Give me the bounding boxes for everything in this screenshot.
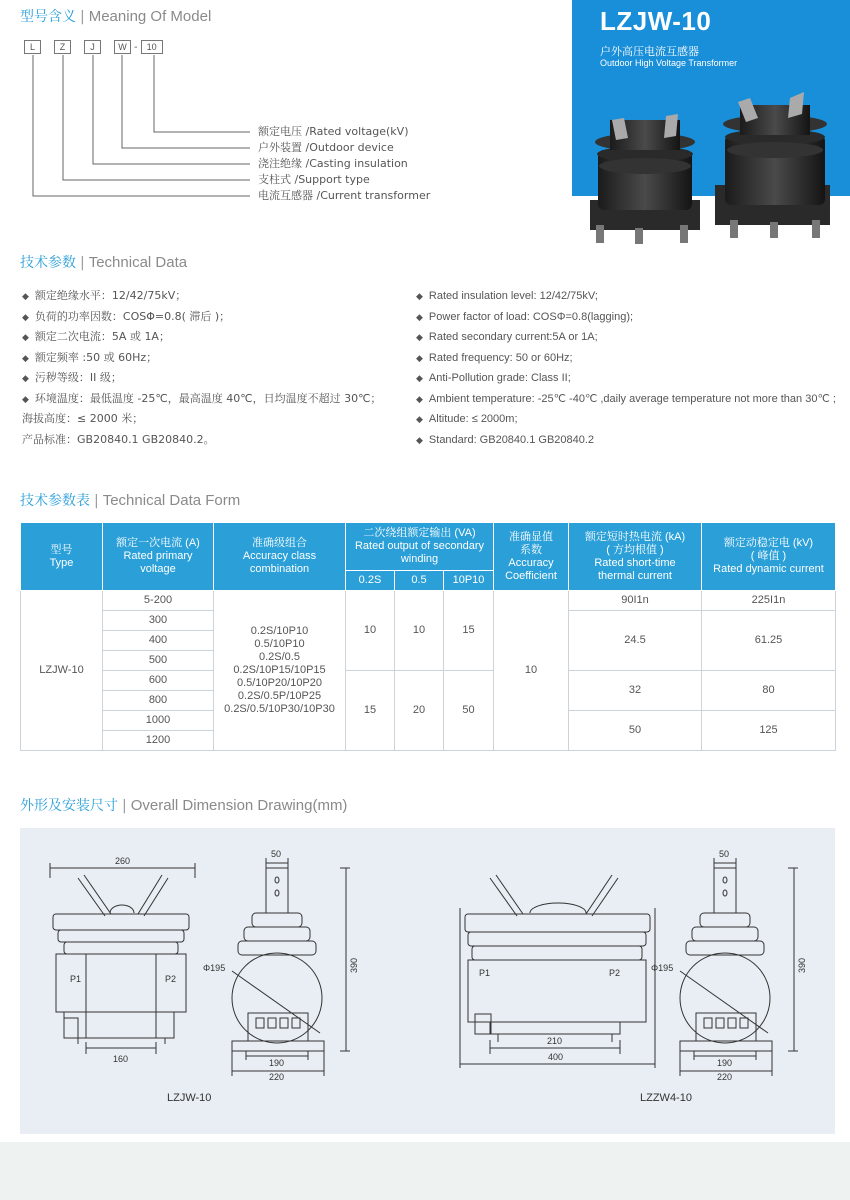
title-sep: | bbox=[94, 493, 99, 509]
th-dynamic-cn2: ( 峰值 ) bbox=[750, 550, 787, 562]
th-primary bbox=[103, 523, 214, 591]
th-acc-cn: 准确级组合 bbox=[252, 537, 307, 549]
dim-390-left: 390 bbox=[349, 957, 359, 973]
cell-type: LZJW-10 bbox=[21, 591, 103, 751]
header-subtitle-cn: 户外高压电流互感器 bbox=[600, 45, 699, 58]
model-box-j: J bbox=[84, 40, 101, 54]
label-p1-left: P1 bbox=[70, 974, 82, 984]
th-output-en2: winding bbox=[400, 553, 439, 565]
th-output-cn: 二次绕组额定输出 (VA) bbox=[363, 527, 476, 539]
title-sep: | bbox=[80, 9, 85, 25]
dim-220-right: 220 bbox=[717, 1072, 733, 1082]
caption-lzzw4-10: LZZW4-10 bbox=[640, 1092, 692, 1104]
td-cn-item: ◆ 额定二次电流：5A 或 1A； bbox=[22, 327, 381, 348]
th-output bbox=[346, 523, 494, 571]
technical-data-cn-list bbox=[22, 286, 381, 450]
acc-line: 0.2S/0.5/10P30/10P30 bbox=[224, 703, 335, 715]
th-sub-10p10: 10P10 bbox=[444, 571, 494, 591]
td-en-item: ◆ Standard: GB20840.1 GB20840.2 bbox=[416, 430, 836, 451]
technical-data-form-title bbox=[20, 490, 240, 510]
cell-current: 300 bbox=[103, 611, 214, 631]
cell-output-10p10-b: 50 bbox=[444, 671, 494, 751]
label-p2-right: P2 bbox=[609, 968, 621, 978]
th-thermal-cn: 额定短时热电流 (kA) bbox=[584, 530, 686, 543]
th-coefficient bbox=[494, 523, 569, 591]
dim-260: 260 bbox=[115, 856, 131, 866]
td-cn-item: ◆ 额定频率 :50 或 60Hz； bbox=[22, 348, 381, 369]
caption-lzjw-10: LZJW-10 bbox=[167, 1092, 212, 1104]
dim-190-right: 190 bbox=[717, 1058, 733, 1068]
cell-current: 800 bbox=[103, 691, 214, 711]
th-thermal-en2: thermal current bbox=[598, 569, 672, 582]
th-output-en1: Rated output of secondary bbox=[354, 540, 485, 552]
td-en-item: ◆ Rated insulation level: 12/42/75kV; bbox=[416, 286, 836, 307]
label-rated-voltage: 额定电压 /Rated voltage(kV) bbox=[258, 125, 409, 138]
label-outdoor-device: 户外装置 /Outdoor device bbox=[258, 141, 394, 154]
th-coef-cn2: 系数 bbox=[520, 543, 542, 556]
acc-line: 0.5/10P10 bbox=[254, 638, 305, 650]
page-footer-band bbox=[0, 1142, 850, 1200]
th-dynamic bbox=[702, 523, 836, 591]
title-en: Meaning Of Model bbox=[88, 8, 212, 25]
dim-210: 210 bbox=[547, 1036, 563, 1046]
td-cn-item: 海拔高度：≤ 2000 米； bbox=[22, 412, 144, 425]
th-dynamic-en: Rated dynamic current bbox=[713, 563, 824, 575]
model-box-10: 10 bbox=[141, 40, 163, 54]
transformer-right-image bbox=[715, 92, 830, 238]
model-box-l: L bbox=[24, 40, 41, 54]
dim-390-right: 390 bbox=[797, 957, 807, 973]
td-cn-item: ◆ 额定绝缘水平：12/42/75kV； bbox=[22, 286, 381, 307]
th-type-en: Type bbox=[49, 556, 74, 569]
th-primary-en2: voltage bbox=[140, 563, 176, 575]
cell-output-02s-b: 15 bbox=[346, 671, 395, 751]
td-cn-item: ◆ 污秽等级：II 级； bbox=[22, 368, 381, 389]
technical-data-table bbox=[20, 522, 836, 751]
td-en-item: ◆ Rated frequency: 50 or 60Hz; bbox=[416, 348, 836, 369]
title-cn: 型号含义 bbox=[20, 9, 76, 25]
title-en: Technical Data bbox=[88, 254, 188, 271]
cell-current: 600 bbox=[103, 671, 214, 691]
model-connector-lines bbox=[0, 0, 260, 210]
td-en-item: ◆ Rated secondary current:5A or 1A; bbox=[416, 327, 836, 348]
th-coef-cn1: 准确显值 bbox=[509, 530, 553, 543]
lzjw-front-view bbox=[50, 863, 195, 1054]
dim-50-left: 50 bbox=[271, 849, 282, 859]
cell-output-02s-a: 10 bbox=[346, 591, 395, 671]
th-acc-en2: combination bbox=[249, 563, 310, 575]
acc-line: 0.5/10P20/10P20 bbox=[236, 677, 323, 689]
label-current-transformer: 电流互感器 /Current transformer bbox=[258, 189, 431, 202]
cell-output-10p10-a: 15 bbox=[444, 591, 494, 671]
th-coef-en1: Accuracy bbox=[508, 556, 554, 569]
cell-thermal: 90I1n bbox=[569, 591, 702, 611]
td-en-item: ◆ Altitude: ≤ 2000m; bbox=[416, 409, 836, 430]
th-acc-en1: Accuracy class bbox=[242, 550, 317, 562]
dim-50-right: 50 bbox=[719, 849, 730, 859]
cell-current: 5-200 bbox=[103, 591, 214, 611]
product-photo-illustration bbox=[580, 80, 845, 250]
label-p2-left: P2 bbox=[165, 974, 177, 984]
th-accuracy bbox=[214, 523, 346, 591]
cell-coefficient: 10 bbox=[494, 591, 569, 751]
dim-190-left: 190 bbox=[269, 1058, 285, 1068]
th-primary-en1: Rated primary bbox=[123, 550, 193, 562]
title-cn: 技术参数表 bbox=[20, 493, 90, 509]
td-cn-item: ◆ 负荷的功率因数：COSΦ=0.8( 滞后 )； bbox=[22, 307, 381, 328]
title-cn: 技术参数 bbox=[20, 255, 76, 271]
cell-dynamic: 225I1n bbox=[702, 591, 836, 611]
model-meaning-labels bbox=[258, 124, 430, 204]
title-en: Technical Data Form bbox=[102, 492, 241, 509]
td-cn-item: 产品标准：GB20840.1 GB20840.2。 bbox=[22, 432, 215, 446]
title-sep: | bbox=[80, 255, 85, 271]
th-dynamic-cn: 额定动稳定电 (kV) bbox=[723, 537, 814, 549]
cell-thermal: 50 bbox=[569, 711, 702, 751]
cell-accuracy bbox=[214, 591, 346, 751]
model-dash: - bbox=[134, 41, 138, 53]
label-p1-right: P1 bbox=[479, 968, 491, 978]
cell-dynamic: 80 bbox=[702, 671, 836, 711]
dim-phi195-left: Φ195 bbox=[203, 963, 226, 973]
transformer-left-image bbox=[590, 114, 700, 244]
th-type-cn: 型号 bbox=[50, 543, 73, 556]
cell-thermal: 32 bbox=[569, 671, 702, 711]
dim-160: 160 bbox=[113, 1054, 129, 1064]
cell-current: 400 bbox=[103, 631, 214, 651]
cell-current: 1000 bbox=[103, 711, 214, 731]
header-subtitle-en: Outdoor High Voltage Transformer bbox=[600, 58, 738, 68]
th-thermal-cn2: ( 方均根值 ) bbox=[606, 543, 664, 556]
lzjw-side-view bbox=[232, 858, 350, 1076]
th-thermal-en1: Rated short-time bbox=[594, 556, 676, 569]
acc-line: 0.2S/10P10 bbox=[250, 625, 309, 637]
label-casting-insulation: 浇注绝缘 /Casting insulation bbox=[258, 157, 408, 170]
td-en-item: ◆ Ambient temperature: -25℃ -40℃ ,daily average temperature not more than 30℃ ; bbox=[416, 389, 836, 410]
td-en-item: ◆ Power factor of load: COSΦ=0.8(lagging); bbox=[416, 307, 836, 328]
dim-220-left: 220 bbox=[269, 1072, 285, 1082]
td-en-item: ◆ Anti-Pollution grade: Class II; bbox=[416, 368, 836, 389]
title-sep: | bbox=[122, 798, 127, 814]
label-support-type: 支柱式 /Support type bbox=[258, 173, 370, 186]
cell-dynamic: 61.25 bbox=[702, 611, 836, 671]
th-sub-02s: 0.2S bbox=[346, 571, 395, 591]
cell-thermal: 24.5 bbox=[569, 611, 702, 671]
th-coef-en2: Coefficient bbox=[505, 569, 557, 582]
technical-data-en-list bbox=[416, 286, 836, 450]
model-box-w: W bbox=[114, 40, 131, 54]
cell-dynamic: 125 bbox=[702, 711, 836, 751]
th-thermal bbox=[569, 523, 702, 591]
cell-output-05-b: 20 bbox=[395, 671, 444, 751]
th-type bbox=[21, 523, 103, 591]
acc-line: 0.2S/0.5P/10P25 bbox=[237, 690, 322, 702]
technical-data-title bbox=[20, 252, 187, 272]
lzzw4-side-view bbox=[680, 858, 798, 1076]
td-cn-item: ◆ 环境温度：最低温度 -25℃，最高温度 40℃，日均温度不超过 30℃； bbox=[22, 389, 381, 410]
model-box-z: Z bbox=[54, 40, 71, 54]
th-sub-05: 0.5 bbox=[395, 571, 444, 591]
dim-phi195-right: Φ195 bbox=[651, 963, 674, 973]
acc-line: 0.2S/10P15/10P15 bbox=[233, 664, 326, 676]
cell-current: 1200 bbox=[103, 731, 214, 751]
cell-current: 500 bbox=[103, 651, 214, 671]
acc-line: 0.2S/0.5 bbox=[259, 651, 300, 663]
dimension-drawing-title bbox=[20, 795, 347, 815]
title-cn: 外形及安装尺寸 bbox=[20, 798, 118, 814]
cell-output-05-a: 10 bbox=[395, 591, 444, 671]
th-primary-cn: 额定一次电流 (A) bbox=[116, 537, 200, 549]
dimension-drawing bbox=[20, 828, 835, 1134]
title-en: Overall Dimension Drawing(mm) bbox=[130, 797, 348, 814]
header-model-title: LZJW-10 bbox=[600, 6, 712, 36]
dim-400: 400 bbox=[548, 1052, 564, 1062]
